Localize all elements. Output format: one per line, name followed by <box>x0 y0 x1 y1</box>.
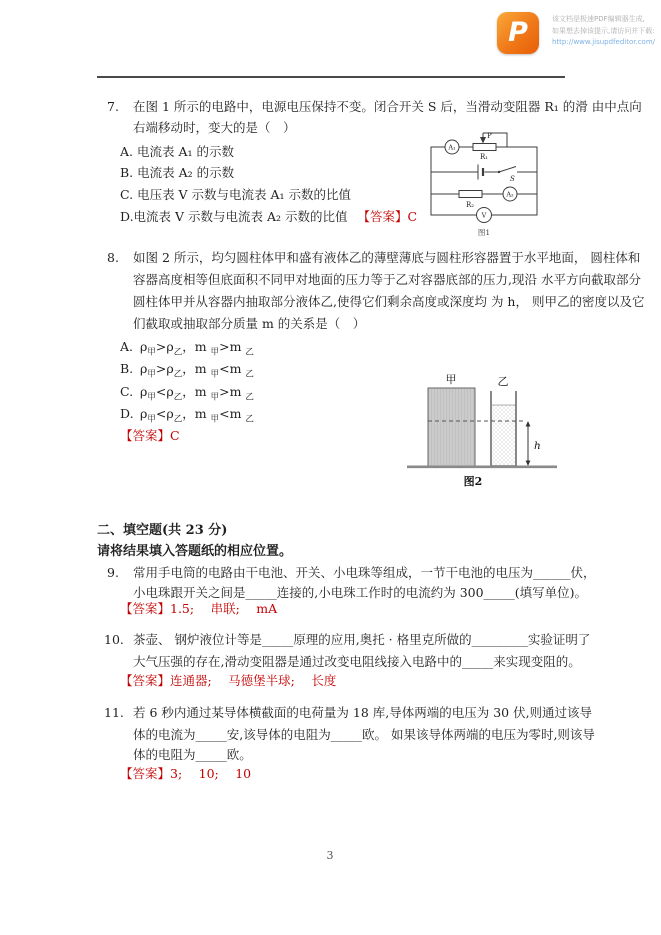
watermark-text <box>552 14 655 49</box>
q7-option-b: B. 电流表 A₂ 的示数 <box>120 165 235 180</box>
q8-option-b: B. $\rho_甲>\rho_乙$，m $_甲$<m $_乙$ <box>120 361 254 380</box>
q10-number: 10. <box>104 632 124 647</box>
resistor-r2-symbol <box>459 191 482 198</box>
q11-line2: 体的电流为_____安,该导体的电阻为_____欧。 如果该导体两端的电压为零时,则该导 <box>133 727 595 742</box>
q11-line3: 体的电阻为_____欧。 <box>133 747 252 762</box>
q9-number: 9. <box>107 565 119 580</box>
q7-option-d: D.电流表 V 示数与电流表 A₂ 示数的比值 【答案】C <box>120 209 418 224</box>
label-voltmeter-v: V <box>481 211 487 220</box>
q8-option-c: C. $\rho_甲<\rho_乙$，m $_甲$>m $_乙$ <box>120 384 254 403</box>
pdf-editor-logo-icon <box>497 12 539 54</box>
watermark-url-link[interactable]: http://www.jisupdfeditor.com/ <box>552 38 656 46</box>
watermark-line2: 如果想去掉该提示,请访问并下载: <box>552 26 655 35</box>
label-rheostat-r1: R₁ <box>480 153 489 161</box>
q8-number: 8. <box>107 250 119 265</box>
q7-answer: 【答案】C <box>357 209 418 224</box>
section2-subtitle: 请将结果填入答题纸的相应位置。 <box>97 544 293 559</box>
figure1-circuit-diagram <box>427 127 545 242</box>
q11-line1: 11. 若 6 秒内通过某导体横截面的电荷量为 18 库,导体两端的电压为 30 伏,则通过该导 <box>104 705 593 720</box>
switch-contact-dot <box>498 171 500 173</box>
q8-option-a: A. $\rho_甲>\rho_乙$，m $_甲$>m $_乙$ <box>120 339 254 358</box>
height-h-arrow <box>526 421 531 466</box>
q8-line2: 容器高度相等但底面积不同甲对地面的压力等于乙对容器底部的压力,现沿 水平方向截取部分 <box>133 272 641 287</box>
q7-option-a: A. 电流表 A₁ 的示数 <box>120 144 234 159</box>
q8-option-d: D. $\rho_甲<\rho_乙$，m $_甲$<m $_乙$ <box>120 406 254 425</box>
label-ammeter-a2: A₂ <box>506 190 514 199</box>
q8-answer: 【答案】C <box>120 428 180 443</box>
q7-option-c: C. 电压表 V 示数与电流表 A₁ 示数的比值 <box>120 187 352 202</box>
q10-line2: 大气压强的存在,滑动变阻器是通过改变电阻线接入电路中的_____来实现变阻的。 <box>133 654 581 669</box>
page-number: 3 <box>326 849 334 862</box>
q7-number: 7. <box>107 99 119 114</box>
q8-line4: 们截取或抽取部分质量 m 的关系是（ ） <box>133 316 366 331</box>
label-container-yi: 乙 <box>497 375 509 388</box>
figure2-caption: 图2 <box>463 475 483 488</box>
q8-line3: 圆柱体甲并从容器内抽取部分液体乙,使得它们剩余高度或深度均 为 h， 则甲乙的密度以及它 <box>133 294 645 309</box>
header-rule <box>97 76 565 78</box>
q8-line1: 8. 如图 2 所示，均匀圆柱体甲和盛有液体乙的薄壁薄底与圆柱形容器置于水平地面， 圆柱体和 <box>107 250 641 265</box>
q10-answer: 【答案】连通器; 马德堡半球; 长度 <box>120 673 337 688</box>
switch-s-blade <box>499 167 516 173</box>
label-cylinder-jia: 甲 <box>445 373 457 386</box>
label-slider-p: P <box>487 132 492 140</box>
watermark-line1: 该文档是极速PDF编辑器生成, <box>552 15 645 23</box>
q11-answer: 【答案】3; 10; 10 <box>120 766 252 781</box>
label-ammeter-a1: A₁ <box>448 143 456 152</box>
arrow-down-icon <box>526 461 531 467</box>
label-resistor-r2: R₂ <box>466 201 475 209</box>
q7-line1: 7. 在图 1 所示的电路中，电源电压保持不变。闭合开关 S 后，当滑动变阻器 R₁ 的滑 由中点向 <box>107 99 642 114</box>
q7-line2: 右端移动时，变大的是（ ） <box>133 120 296 135</box>
label-switch-s: S <box>510 175 515 183</box>
q10-line1: 10. 茶壶、 钢炉液位计等是_____原理的应用,奥托 · 格里克所做的_________实验证明了 <box>104 632 591 647</box>
q11-number: 11. <box>104 705 124 720</box>
logo-letter: P <box>508 17 528 48</box>
figure1-caption: 图1 <box>477 228 491 237</box>
arrow-up-icon <box>526 421 531 427</box>
solid-cylinder-jia <box>428 388 475 466</box>
slider-p-arrow-icon <box>480 137 486 144</box>
section2-title: 二、填空题(共 23 分) <box>97 523 228 538</box>
liquid-yi <box>492 405 516 466</box>
label-height-h: h <box>534 440 541 452</box>
q9-line1: 9. 常用手电筒的电路由干电池、开关、小电珠等组成，一节干电池的电压为______伏， <box>107 565 596 580</box>
rheostat-r1-symbol <box>473 144 496 151</box>
q9-answer: 【答案】1.5; 串联; mA <box>120 601 278 616</box>
figure2-cylinders-diagram <box>403 371 563 493</box>
q9-line2: 小电珠跟开关之间是_____连接的,小电珠工作时的电流约为 300_____(填写单位)。 <box>133 585 588 600</box>
